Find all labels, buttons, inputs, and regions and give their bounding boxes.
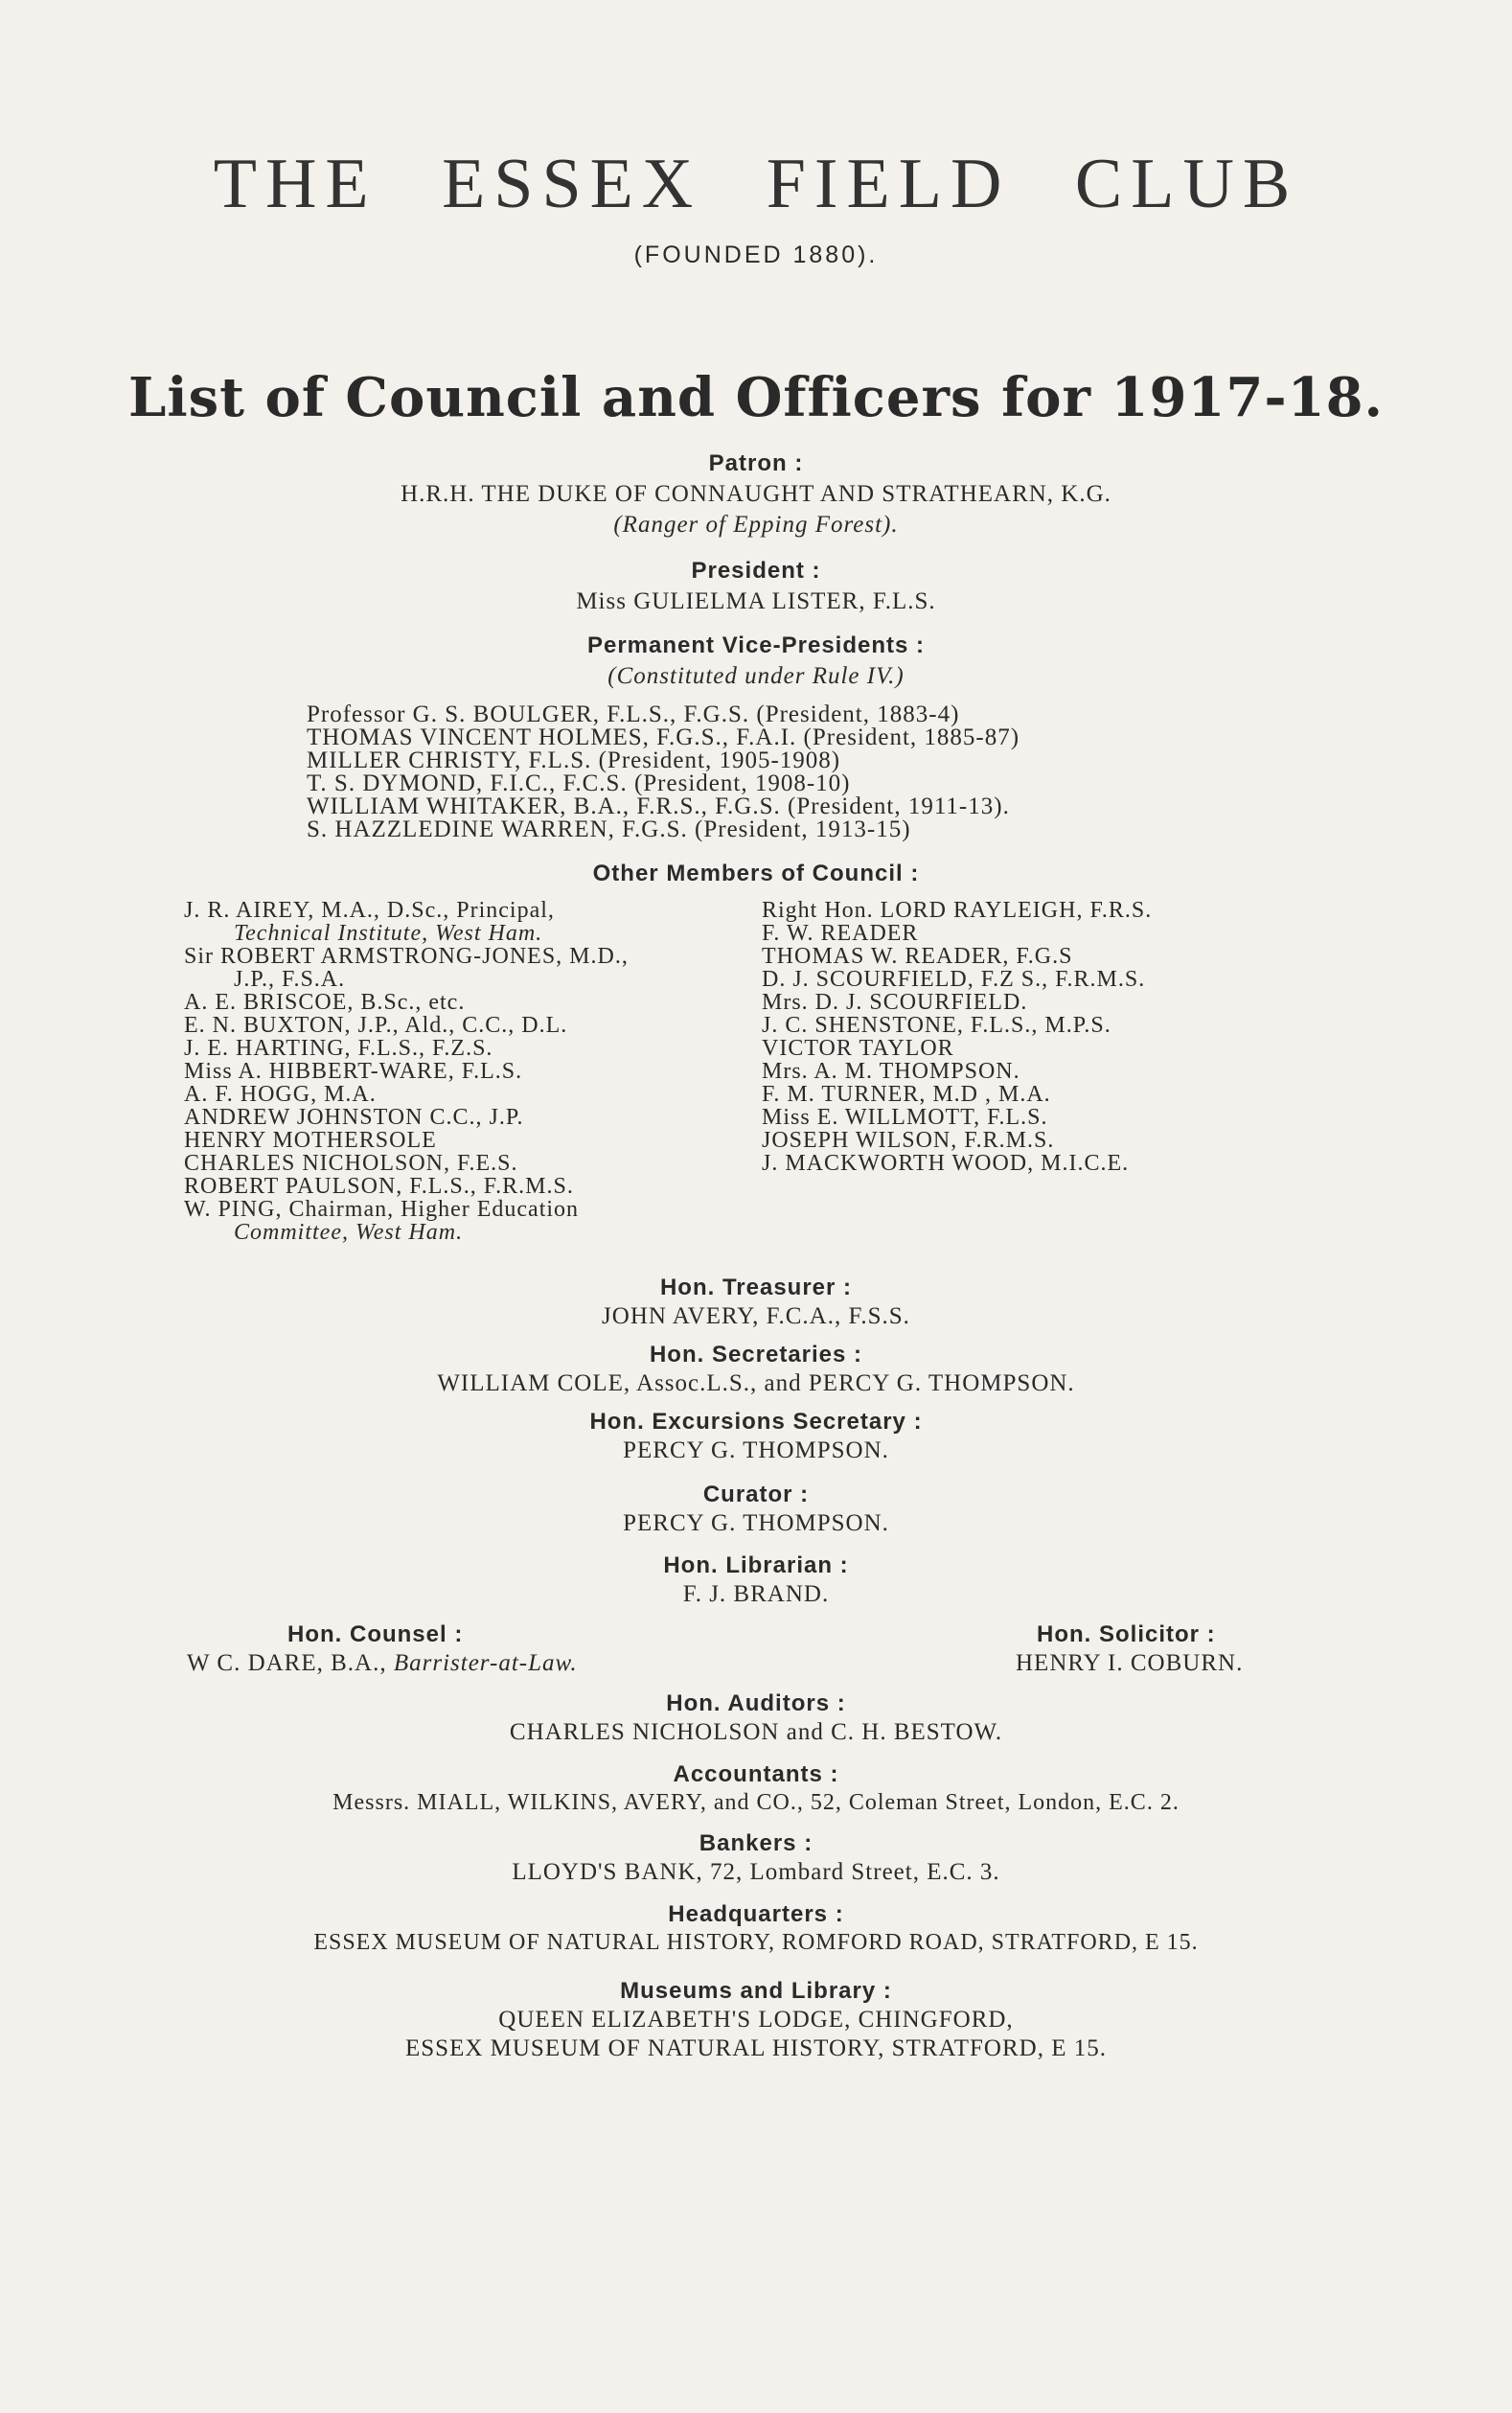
solicitor-name: HENRY I. COBURN. [1016, 1650, 1244, 1676]
council-member: THOMAS W. READER, F.G.S [762, 944, 1073, 969]
council-member: ROBERT PAULSON, F.L.S., F.R.M.S. [184, 1174, 574, 1199]
council-member: Technical Institute, West Ham. [234, 921, 543, 946]
council-member: ANDREW JOHNSTON C.C., J.P. [184, 1105, 524, 1130]
council-right-column [762, 899, 1152, 1175]
council-member: Miss A. HIBBERT-WARE, F.L.S. [184, 1059, 523, 1084]
accountants-name: Messrs. MIALL, WILKINS, AVERY, and CO., 52, Coleman Street, London, E.C. 2. [332, 1790, 1180, 1815]
council-member: VICTOR TAYLOR [762, 1036, 954, 1061]
auditors-name: CHARLES NICHOLSON and C. H. BESTOW. [509, 1719, 1003, 1745]
council-member: Committee, West Ham. [234, 1220, 464, 1245]
council-member: A. F. HOGG, M.A. [184, 1082, 377, 1107]
vice-president-entry: T. S. DYMOND, F.I.C., F.C.S. (President, 1908-10) [307, 770, 851, 796]
vice-president-entry: Professor G. S. BOULGER, F.L.S., F.G.S. (President, 1883-4) [307, 701, 960, 727]
vice-president-entry: WILLIAM WHITAKER, B.A., F.R.S., F.G.S. (President, 1911-13). [307, 793, 1010, 819]
museums-line-2: ESSEX MUSEUM OF NATURAL HISTORY, STRATFORD, E 15. [405, 2035, 1107, 2061]
council-member: J. R. AIREY, M.A., D.Sc., Principal, [184, 898, 555, 923]
president-name: Miss GULIELMA LISTER, F.L.S. [576, 588, 936, 614]
treasurer-name: JOHN AVERY, F.C.A., F.S.S. [602, 1303, 910, 1329]
secretaries-name: WILLIAM COLE, Assoc.L.S., and PERCY G. THOMPSON. [437, 1370, 1075, 1396]
patron-note: (Ranger of Epping Forest). [613, 512, 899, 538]
vice-presidents-label: Permanent Vice-Presidents : [586, 632, 926, 658]
council-member: A. E. BRISCOE, B.Sc., etc. [184, 990, 466, 1015]
council-member: D. J. SCOURFIELD, F.Z S., F.R.M.S. [762, 967, 1146, 992]
vice-presidents-note: (Constituted under Rule IV.) [607, 663, 905, 689]
accountants-label: Accountants : [673, 1761, 839, 1787]
vice-president-entry: S. HAZZLEDINE WARREN, F.G.S. (President, 1913-15) [307, 816, 911, 842]
librarian-label: Hon. Librarian : [663, 1552, 849, 1578]
vice-president-entry: THOMAS VINCENT HOLMES, F.G.S., F.A.I. (President, 1885-87) [307, 724, 1020, 750]
founded-line: (FOUNDED 1880). [633, 241, 879, 268]
page-title: THE ESSEX FIELD CLUB [213, 145, 1299, 223]
council-member: Sir ROBERT ARMSTRONG-JONES, M.D., [184, 944, 629, 969]
patron-name: H.R.H. THE DUKE OF CONNAUGHT AND STRATHEARN, K.G. [401, 481, 1111, 507]
treasurer-label: Hon. Treasurer : [659, 1275, 853, 1300]
counsel-label: Hon. Counsel : [287, 1621, 464, 1647]
council-member: Mrs. D. J. SCOURFIELD. [762, 990, 1028, 1015]
counsel-name: W C. DARE, B.A., Barrister-at-Law. [187, 1650, 578, 1676]
council-member: Miss E. WILLMOTT, F.L.S. [762, 1105, 1048, 1130]
council-member: CHARLES NICHOLSON, F.E.S. [184, 1151, 518, 1176]
council-member: HENRY MOTHERSOLE [184, 1128, 437, 1153]
council-left-column [184, 899, 629, 1244]
council-label: Other Members of Council : [592, 861, 920, 886]
list-heading: List of Council and Officers for 1917-18. [127, 366, 1385, 429]
council-member: F. W. READER [762, 921, 919, 946]
council-member: Mrs. A. M. THOMPSON. [762, 1059, 1020, 1084]
headquarters-label: Headquarters : [668, 1901, 844, 1927]
museums-label: Museums and Library : [620, 1978, 892, 2004]
solicitor-label: Hon. Solicitor : [1037, 1621, 1216, 1647]
council-member: Right Hon. LORD RAYLEIGH, F.R.S. [762, 898, 1153, 923]
council-member: J. MACKWORTH WOOD, M.I.C.E. [762, 1151, 1130, 1176]
council-member: W. PING, Chairman, Higher Education [184, 1197, 580, 1222]
president-label: President : [691, 558, 821, 584]
bankers-label: Bankers : [699, 1830, 813, 1856]
curator-name: PERCY G. THOMPSON. [623, 1510, 889, 1536]
museums-line-1: QUEEN ELIZABETH'S LODGE, CHINGFORD, [498, 2007, 1014, 2033]
auditors-label: Hon. Auditors : [666, 1690, 846, 1716]
curator-label: Curator : [702, 1482, 810, 1507]
librarian-name: F. J. BRAND. [682, 1581, 830, 1607]
council-member: E. N. BUXTON, J.P., Ald., C.C., D.L. [184, 1013, 568, 1038]
council-member: J. C. SHENSTONE, F.L.S., M.P.S. [762, 1013, 1111, 1038]
patron-label: Patron : [708, 450, 804, 476]
council-member: J.P., F.S.A. [234, 967, 346, 992]
bankers-name: LLOYD'S BANK, 72, Lombard Street, E.C. 3. [512, 1859, 1000, 1885]
vice-presidents-list [307, 703, 1019, 841]
council-member: F. M. TURNER, M.D , M.A. [762, 1082, 1051, 1107]
headquarters-name: ESSEX MUSEUM OF NATURAL HISTORY, ROMFORD ROAD, STRATFORD, E 15. [313, 1930, 1199, 1955]
council-member: J. E. HARTING, F.L.S., F.Z.S. [184, 1036, 493, 1061]
excursions-name: PERCY G. THOMPSON. [623, 1437, 889, 1463]
council-member: JOSEPH WILSON, F.R.M.S. [762, 1128, 1055, 1153]
excursions-label: Hon. Excursions Secretary : [589, 1409, 923, 1435]
secretaries-label: Hon. Secretaries : [649, 1342, 863, 1367]
vice-president-entry: MILLER CHRISTY, F.L.S. (President, 1905-1908) [307, 747, 841, 773]
